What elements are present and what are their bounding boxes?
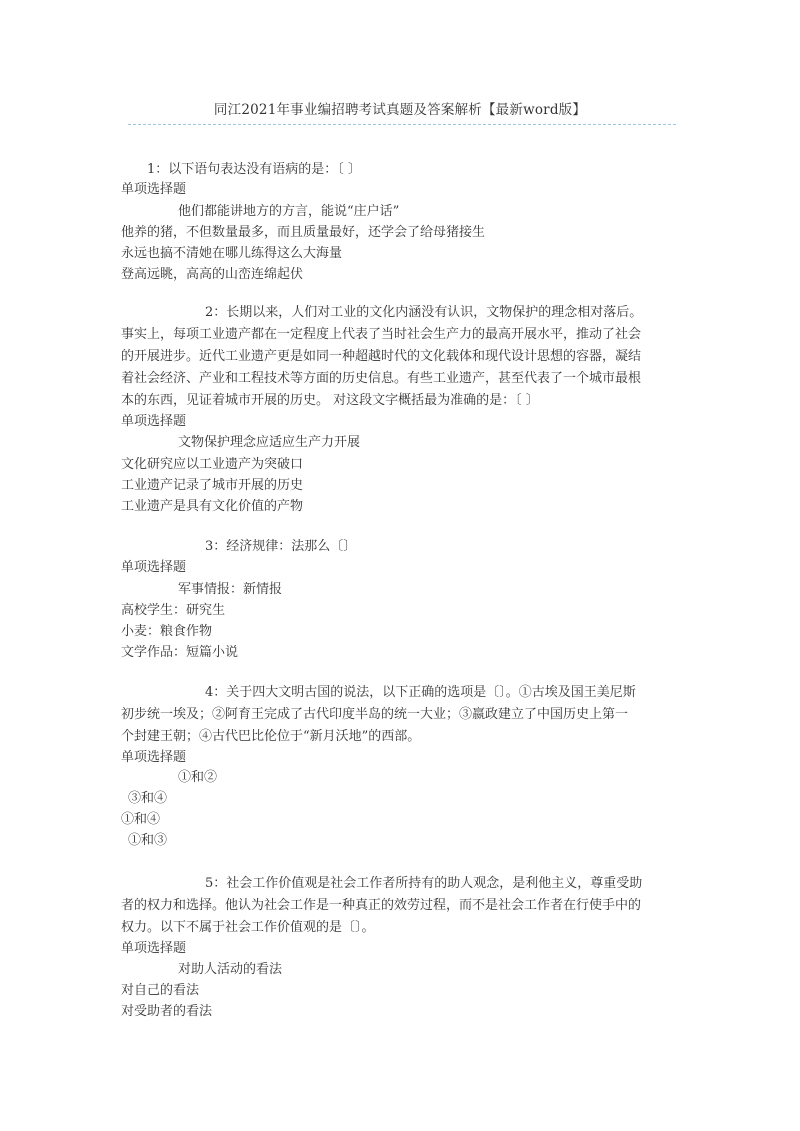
question-5-stem-line-1: 5：社会工作价值观是社会工作者所持有的助人观念，是利他主义，尊重受助 <box>205 876 643 891</box>
question-5-stem-line-3: 权力。以下不属于社会工作价值观的是〔〕。 <box>121 920 375 935</box>
question-3-stem: 3：经济规律：法那么〔〕 <box>205 539 357 554</box>
question-4-type: 单项选择题 <box>121 750 187 765</box>
question-4-stem-line-3: 个封建王朝；④古代巴比伦位于“新月沃地”的西部。 <box>121 729 421 744</box>
question-2-stem-line-5: 本的东西，见证着城市开展的历史。 对这段文字概括最为准确的是：〔 〕 <box>121 393 539 408</box>
question-1-type: 单项选择题 <box>121 182 187 197</box>
question-2-stem-line-3: 的开展进步。近代工业遗产更是如同一种超越时代的文化载体和现代设计思想的容器，凝结 <box>121 349 642 364</box>
question-2-option-a: 文物保护理念应适应生产力开展 <box>178 435 361 450</box>
question-5-option-a: 对助人活动的看法 <box>178 962 283 977</box>
question-4-stem-line-2: 初步统一埃及；②阿育王完成了古代印度半岛的统一大业；③嬴政建立了中国历史上第一 <box>121 707 629 722</box>
question-3-option-d: 文学作品：短篇小说 <box>121 645 239 660</box>
question-3-option-b: 高校学生：研究生 <box>121 603 226 618</box>
question-1-stem: 1：以下语句表达没有语病的是：〔 〕 <box>147 162 361 177</box>
question-4-option-a: ①和② <box>178 770 218 785</box>
question-5-stem-line-2: 者的权力和选择。他认为社会工作是一种真正的效劳过程，而不是社会工作者在行使手中的 <box>121 898 642 913</box>
question-2-option-d: 工业遗产是具有文化价值的产物 <box>121 499 304 514</box>
question-5-option-c: 对受助者的看法 <box>121 1004 213 1019</box>
question-5-type: 单项选择题 <box>121 941 187 956</box>
question-1-option-b: 他养的猪，不但数量最多，而且质量最好，还学会了给母猪接生 <box>121 225 486 240</box>
question-2-type: 单项选择题 <box>121 414 187 429</box>
question-2-option-b: 文化研究应以工业遗产为突破口 <box>121 457 304 472</box>
question-4-stem-line-1: 4：关于四大文明古国的说法，以下正确的选项是〔〕。①古埃及国王美尼斯 <box>205 685 636 700</box>
question-2-stem-line-1: 2：长期以来，人们对工业的文化内涵没有认识，文物保护的理念相对落后。 <box>205 305 643 320</box>
question-2-stem-line-2: 事实上，每项工业遗产都在一定程度上代表了当时社会生产力的最高开展水平，推动了社会 <box>121 327 642 342</box>
question-5-option-b: 对自己的看法 <box>121 983 200 998</box>
question-4-option-b: ③和④ <box>128 791 168 806</box>
question-2-stem-line-4: 着社会经济、产业和工程技术等方面的历史信息。有些工业遗产，甚至代表了一个城市最根 <box>121 371 642 386</box>
question-1-option-d: 登高远眺，高高的山峦连绵起伏 <box>121 267 304 282</box>
question-4-option-d: ①和③ <box>128 833 168 848</box>
question-3-option-a: 军事情报：新情报 <box>178 582 283 597</box>
question-3-type: 单项选择题 <box>121 560 187 575</box>
question-4-option-c: ①和④ <box>121 812 161 827</box>
document-title: 同江2021年事业编招聘考试真题及答案解析【最新word版】 <box>213 102 587 118</box>
question-1-option-a: 他们都能讲地方的方言，能说“庄户话” <box>178 204 400 219</box>
question-2-option-c: 工业遗产记录了城市开展的历史 <box>121 478 304 493</box>
question-3-option-c: 小麦：粮食作物 <box>121 624 213 639</box>
title-divider <box>128 124 676 125</box>
question-1-option-c: 永远也搞不清她在哪儿练得这么大海量 <box>121 246 343 261</box>
